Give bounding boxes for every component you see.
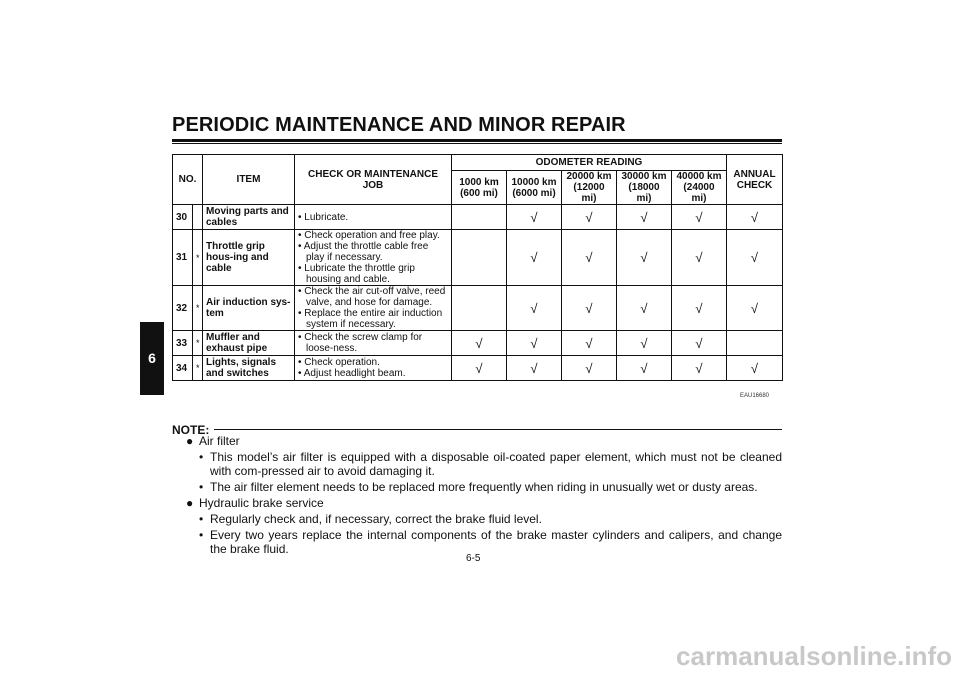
row-item: Throttle grip hous-ing and cable — [203, 230, 295, 286]
table-row — [173, 356, 783, 381]
title-rule-thin — [172, 143, 782, 144]
note-item: • This model’s air filter is equipped with a disposable oil-coated paper element, which must not be cleaned with com-pressed air to avoid damaging it. — [199, 450, 782, 478]
check-cell: √ — [727, 205, 783, 230]
sub-bullet-icon: • — [199, 480, 204, 494]
check-cell: √ — [452, 331, 507, 356]
row-star: * — [193, 286, 203, 331]
check-cell — [452, 230, 507, 286]
row-item: Lights, signals and switches — [203, 356, 295, 381]
note-label: NOTE: — [172, 423, 210, 437]
check-cell: √ — [562, 331, 617, 356]
check-cell: √ — [562, 286, 617, 331]
page-title: PERIODIC MAINTENANCE AND MINOR REPAIR — [172, 114, 626, 136]
check-cell: √ — [507, 286, 562, 331]
row-job: • Check the air cut-off valve, reed valve, and hose for damage. • Replace the entire air induction system if necessary. — [295, 286, 452, 331]
chapter-tab[interactable]: 6 — [140, 322, 164, 395]
note-body — [186, 434, 782, 558]
row-star — [193, 205, 203, 230]
row-star: * — [193, 331, 203, 356]
check-cell: √ — [507, 331, 562, 356]
sub-bullet-icon: • — [199, 528, 204, 542]
table-row — [173, 205, 783, 230]
odometer-col: 1000 km (600 mi) — [452, 171, 507, 205]
note-item: • Regularly check and, if necessary, correct the brake fluid level. — [199, 512, 542, 526]
row-number: 34 — [173, 356, 193, 381]
row-number: 32 — [173, 286, 193, 331]
check-cell: √ — [562, 230, 617, 286]
check-cell: √ — [727, 356, 783, 381]
row-job: • Check the screw clamp for loose-ness. — [295, 331, 452, 356]
note-item: • The air filter element needs to be replaced more frequently when riding in unusually wet or dusty areas. — [199, 480, 758, 494]
check-cell: √ — [672, 331, 727, 356]
check-cell — [452, 286, 507, 331]
table-row — [173, 230, 783, 286]
note-item: • Every two years replace the internal components of the brake master cylinders and calipers, and change the brake fluid. — [199, 528, 782, 556]
header-odometer: ODOMETER READING — [452, 155, 727, 171]
check-cell: √ — [672, 356, 727, 381]
check-cell: √ — [507, 205, 562, 230]
watermark: carmanualsonline.info — [676, 641, 952, 671]
row-item: Muffler and exhaust pipe — [203, 331, 295, 356]
row-job: • Check operation. • Adjust headlight beam. — [295, 356, 452, 381]
table-row — [173, 331, 783, 356]
odometer-col: 10000 km (6000 mi) — [507, 171, 562, 205]
document-code: EAU16680 — [740, 393, 770, 399]
check-cell: √ — [507, 230, 562, 286]
main-bullet-icon: ● — [186, 496, 194, 510]
odometer-col: 40000 km (24000 mi) — [672, 171, 727, 205]
page-number: 6-5 — [466, 553, 481, 564]
check-cell: √ — [562, 356, 617, 381]
row-job: • Lubricate. — [295, 205, 452, 230]
check-cell — [452, 205, 507, 230]
odometer-col: 20000 km (12000 mi) — [562, 171, 617, 205]
row-number: 30 — [173, 205, 193, 230]
check-cell: √ — [617, 286, 672, 331]
table-row — [173, 286, 783, 331]
row-number: 33 — [173, 331, 193, 356]
check-cell: √ — [727, 286, 783, 331]
main-bullet-icon: ● — [186, 434, 194, 448]
row-item: Air induction sys-tem — [203, 286, 295, 331]
row-item: Moving parts and cables — [203, 205, 295, 230]
check-cell: √ — [452, 356, 507, 381]
header-no: NO. — [173, 155, 203, 205]
row-star: * — [193, 356, 203, 381]
row-job: • Check operation and free play. • Adjust the throttle cable free play if necessary. • Lubricate the throttle grip housing and cable. — [295, 230, 452, 286]
check-cell: √ — [672, 286, 727, 331]
sub-bullet-icon: • — [199, 450, 204, 464]
check-cell: √ — [617, 356, 672, 381]
header-job: CHECK OR MAINTENANCE JOB — [295, 155, 452, 205]
title-rule — [172, 139, 782, 142]
note-section-title: ● Air filter — [186, 434, 240, 448]
check-cell: √ — [672, 230, 727, 286]
check-cell: √ — [507, 356, 562, 381]
row-star: * — [193, 230, 203, 286]
odometer-col: 30000 km (18000 mi) — [617, 171, 672, 205]
check-cell: √ — [617, 230, 672, 286]
header-item: ITEM — [203, 155, 295, 205]
note-rule — [214, 429, 782, 430]
check-cell: √ — [617, 331, 672, 356]
sub-bullet-icon: • — [199, 512, 204, 526]
row-number: 31 — [173, 230, 193, 286]
note-section-title: ● Hydraulic brake service — [186, 496, 324, 510]
header-annual: ANNUAL CHECK — [727, 155, 783, 205]
check-cell: √ — [672, 205, 727, 230]
check-cell: √ — [617, 205, 672, 230]
check-cell — [727, 331, 783, 356]
check-cell: √ — [727, 230, 783, 286]
maintenance-table — [172, 154, 783, 381]
check-cell: √ — [562, 205, 617, 230]
